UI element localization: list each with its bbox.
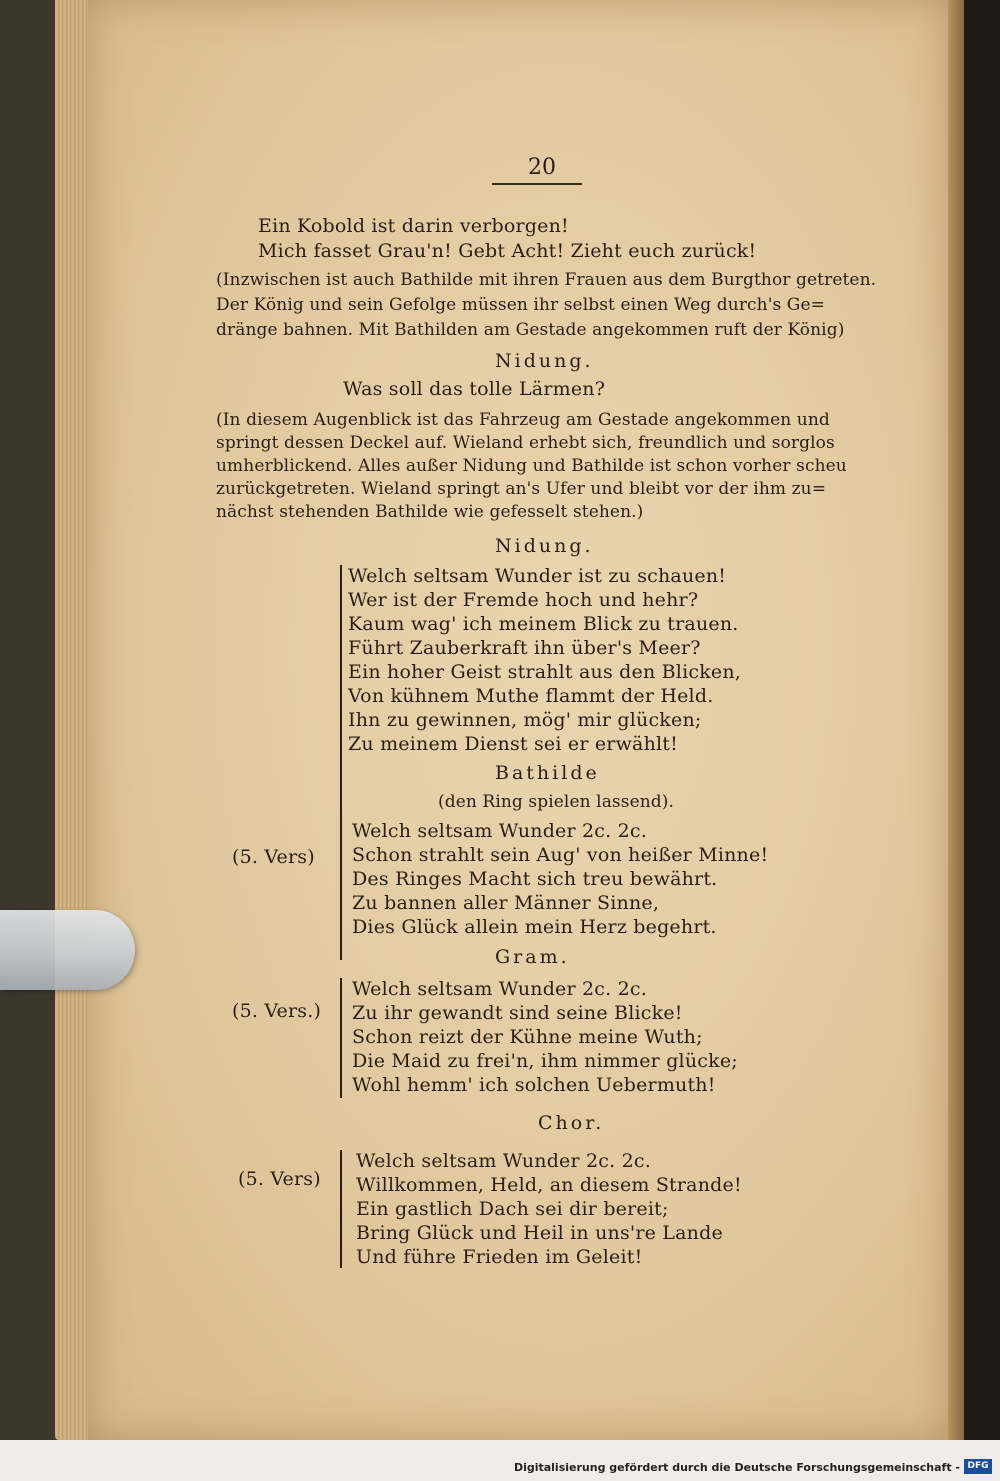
verse-line: Welch seltsam Wunder 2c. 2c. (352, 820, 647, 842)
margin-note: (5. Vers) (238, 1168, 321, 1190)
verse-line: Die Maid zu frei'n, ihm nimmer glücke; (352, 1050, 738, 1072)
scanner-thumb-holder (0, 910, 135, 990)
verse-line: Schon strahlt sein Aug' von heißer Minne! (352, 844, 769, 866)
speaker-name: Bathilde (495, 762, 600, 784)
speaker-name: Chor. (538, 1112, 605, 1134)
verse-line: Welch seltsam Wunder ist zu schauen! (348, 565, 727, 587)
verse-line: Ein gastlich Dach sei dir bereit; (356, 1198, 669, 1220)
verse-bracket (340, 978, 342, 1098)
stage-direction-line: zurückgetreten. Wieland springt an's Ufer und bleibt vor der ihm zu= (216, 479, 827, 499)
stage-direction-line: springt dessen Deckel auf. Wieland erhebt sich, freundlich und sorglos (216, 433, 835, 453)
footer-credit: Digitalisierung gefördert durch die Deutsche Forschungsgemeinschaft - (513, 1461, 960, 1474)
speaker-name: Nidung. (495, 535, 594, 557)
stage-direction-line: Der König und sein Gefolge müssen ihr selbst einen Weg durch's Ge= (216, 295, 825, 315)
dfg-logo: DFG (964, 1459, 992, 1474)
dialogue-line: Was soll das tolle Lärmen? (343, 378, 606, 400)
stage-direction-line: dränge bahnen. Mit Bathilden am Gestade angekommen ruft der König) (216, 320, 845, 340)
verse-line: Willkommen, Held, an diesem Strande! (356, 1174, 742, 1196)
intro-line: Ein Kobold ist darin verborgen! (258, 215, 569, 237)
verse-bracket (340, 1150, 342, 1268)
scan-margin-right (964, 0, 1000, 1481)
verse-line: Ihn zu gewinnen, mög' mir glücken; (348, 709, 702, 731)
verse-line: Wer ist der Fremde hoch und hehr? (348, 589, 699, 611)
stage-direction: (den Ring spielen lassend). (438, 792, 675, 812)
page-number-rule (492, 183, 582, 185)
margin-note: (5. Vers.) (232, 1000, 322, 1022)
verse-bracket (340, 565, 342, 960)
page-number: 20 (528, 155, 556, 180)
stage-direction-line: umherblickend. Alles außer Nidung und Bathilde ist schon vorher scheu (216, 456, 847, 476)
speaker-name: Nidung. (495, 350, 594, 372)
margin-note: (5. Vers) (232, 846, 315, 868)
verse-line: Wohl hemm' ich solchen Uebermuth! (352, 1074, 716, 1096)
verse-line: Dies Glück allein mein Herz begehrt. (352, 916, 717, 938)
intro-line: Mich fasset Grau'n! Gebt Acht! Zieht euch zurück! (258, 240, 757, 262)
verse-line: Welch seltsam Wunder 2c. 2c. (352, 978, 647, 1000)
stage-direction-line: nächst stehenden Bathilde wie gefesselt stehen.) (216, 502, 644, 522)
verse-line: Schon reizt der Kühne meine Wuth; (352, 1026, 703, 1048)
verse-line: Des Ringes Macht sich treu bewährt. (352, 868, 718, 890)
stage-direction-line: (In diesem Augenblick ist das Fahrzeug am Gestade angekommen und (216, 410, 830, 430)
verse-line: Zu ihr gewandt sind seine Blicke! (352, 1002, 683, 1024)
book-right-edge (948, 0, 964, 1440)
verse-line: Kaum wag' ich meinem Blick zu trauen. (348, 613, 739, 635)
verse-line: Bring Glück und Heil in uns're Lande (356, 1222, 723, 1244)
verse-line: Zu meinem Dienst sei er erwählt! (348, 733, 678, 755)
verse-line: Welch seltsam Wunder 2c. 2c. (356, 1150, 651, 1172)
stage-direction-line: (Inzwischen ist auch Bathilde mit ihren Frauen aus dem Burgthor getreten. (216, 270, 877, 290)
verse-line: Zu bannen aller Männer Sinne, (352, 892, 660, 914)
verse-line: Von kühnem Muthe flammt der Held. (348, 685, 714, 707)
verse-line: Führt Zauberkraft ihn über's Meer? (348, 637, 701, 659)
verse-line: Ein hoher Geist strahlt aus den Blicken, (348, 661, 742, 683)
verse-line: Und führe Frieden im Geleit! (356, 1246, 643, 1268)
speaker-name: Gram. (495, 946, 570, 968)
